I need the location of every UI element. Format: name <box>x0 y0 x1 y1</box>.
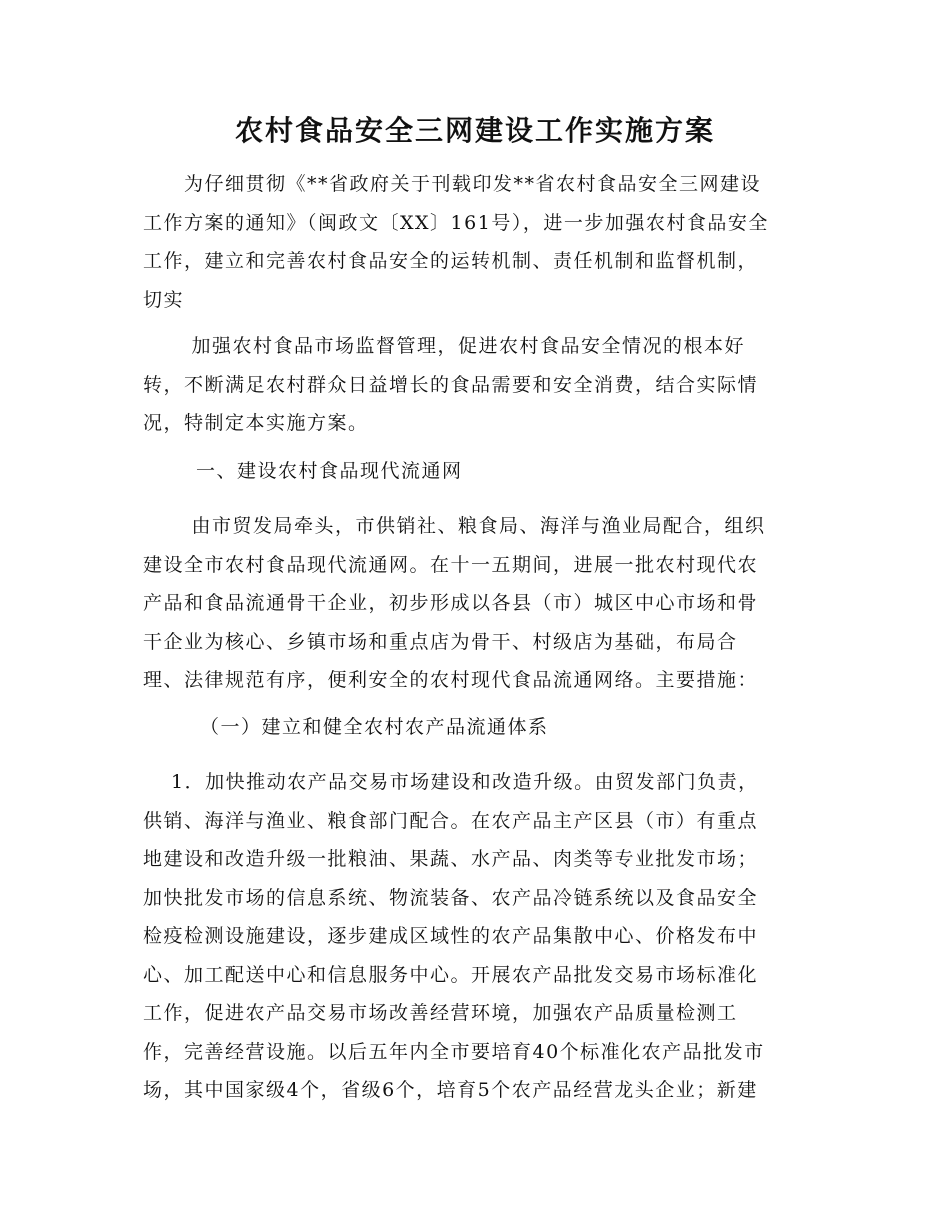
text-line: 转，不断满足农村群众日益增长的食品需要和安全消费，结合实际情 <box>143 373 759 396</box>
text-line: 干企业为核心、乡镇市场和重点店为骨干、村级店为基础，布局合 <box>143 630 738 653</box>
text-line: 切实 <box>143 288 185 311</box>
text-line: 作，完善经营设施。以后五年内全市要培育40个标准化农产品批发市 <box>143 1040 765 1063</box>
text-line: 建设全市农村食品现代流通网。在十一五期间，进展一批农村现代农 <box>143 553 759 576</box>
text-line: 产品和食品流通骨干企业，初步形成以各县（市）城区中心市场和骨 <box>143 592 759 614</box>
text-line: 由市贸发局牵头，市供销社、粮食局、海洋与渔业局配合，组织 <box>143 515 766 537</box>
text-line: 检疫检测设施建设，逐步建成区域性的农产品集散中心、价格发布中 <box>143 925 759 947</box>
text-line: 加强农村食品市场监督管理，促进农村食品安全情况的根本好 <box>143 335 746 357</box>
text-line: 理、法律规范有序，便利安全的农村现代食品流通网络。主要措施： <box>143 669 759 691</box>
text-line: 场，其中国家级4个，省级6个，培育5个农产品经营龙头企业；新建 <box>143 1079 758 1101</box>
text-line: 心、加工配送中心和信息服务中心。开展农产品批发交易市场标准化 <box>143 963 759 986</box>
text-line: 1．加快推动农产品交易市场建设和改造升级。由贸发部门负责， <box>143 771 759 793</box>
text-line: 加快批发市场的信息系统、物流装备、农产品冷链系统以及食品安全 <box>143 886 759 909</box>
subsection-heading-1: （一）建立和健全农村农产品流通体系 <box>200 716 549 738</box>
text-line: 地建设和改造升级一批粮油、果蔬、水产品、肉类等专业批发市场； <box>143 848 759 870</box>
paragraph-3 <box>143 507 813 700</box>
text-line: 为仔细贯彻《**省政府关于刊载印发**省农村食品安全三网建设 <box>143 173 762 195</box>
paragraph-4 <box>143 763 813 1110</box>
text-line: 况，特制定本实施方案。 <box>143 412 369 434</box>
text-line: 工作，建立和完善农村食品安全的运转机制、责任机制和监督机制， <box>143 250 759 272</box>
text-line: 工作，促进农产品交易市场改善经营环境，加强农产品质量检测工 <box>143 1002 738 1024</box>
paragraph-2 <box>143 327 813 443</box>
section-heading-1: 一、建设农村食品现代流通网 <box>196 460 463 482</box>
intro-paragraph <box>143 165 813 319</box>
document-title: 农村食品安全三网建设工作实施方案 <box>234 114 715 147</box>
text-line: 工作方案的通知》（闽政文〔XX〕161号），进一步加强农村食品安全 <box>143 211 769 234</box>
text-line: 供销、海洋与渔业、粮食部门配合。在农产品主产区县（市）有重点 <box>143 809 759 832</box>
